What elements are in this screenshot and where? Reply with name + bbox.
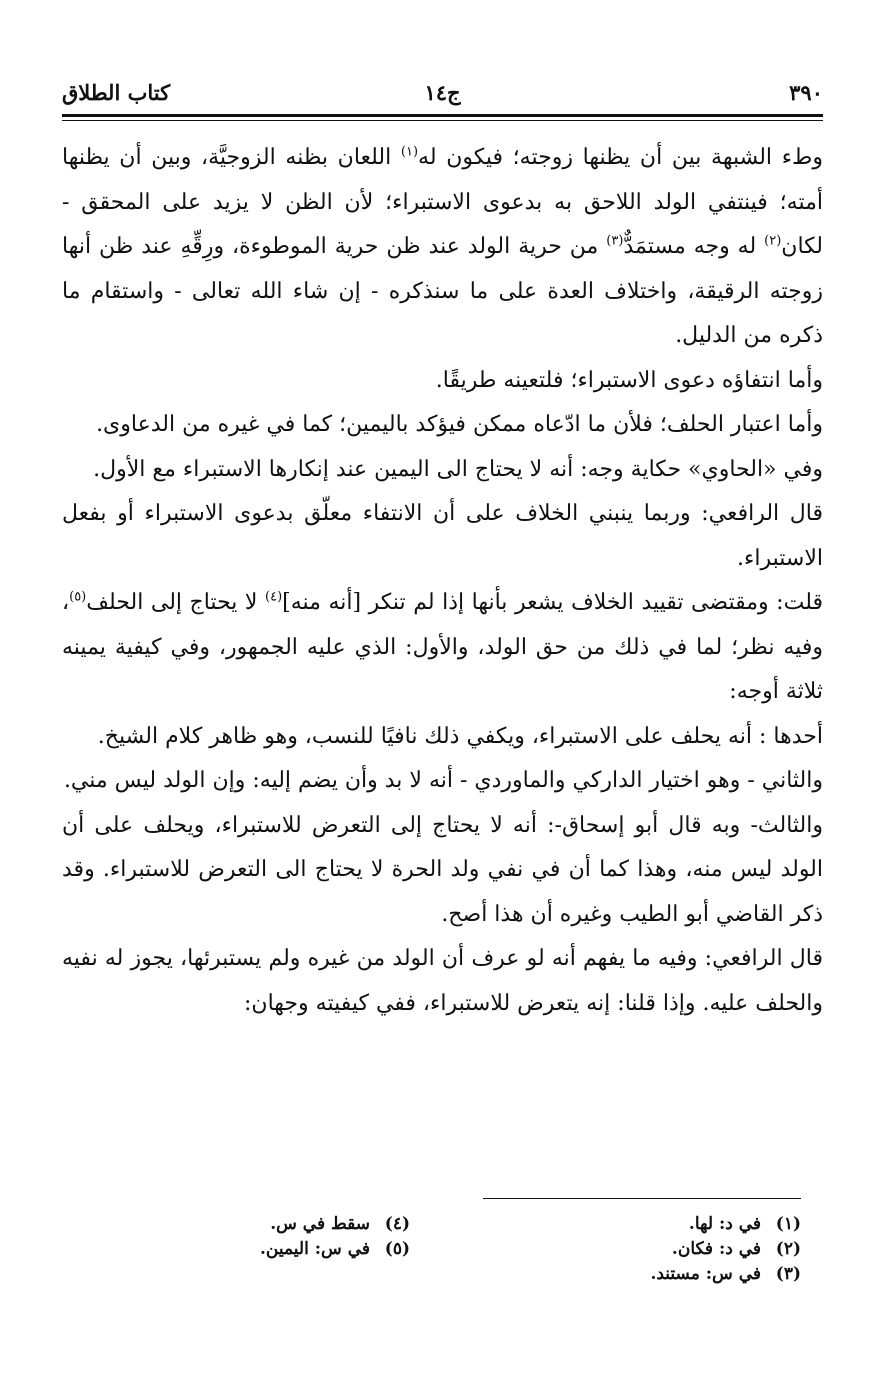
- page-number: ٣٩٠: [789, 79, 823, 105]
- volume-label: ج١٤: [424, 79, 461, 105]
- footnote-marker: (٥): [69, 589, 87, 605]
- paragraph: قال الرافعي: وربما ينبني الخلاف على أن الانتفاء معلّق بدعوى الاستبراء أو بفعل الاستبراء.: [62, 501, 823, 571]
- paragraph: وطء الشبهة بين أن يظنها زوجته؛ فيكون له$^{(١)}$ اللعان بظنه الزوجيَّة، وبين أن يظنها أمته؛ فينتفي الولد اللاحق به بدعوى الاستبراء؛ لأن الظن لا يزيد على المحقق - لكان$^{(٢)}$ له وجه مستمَدٌّ$^{(٣)}$ من حرية الولد عند ظن حرية الموطوءة، ورِقِّهِ عند ظن أنها زوجته الرقيقة، واختلاف العدة على ما سنذكره - إن شاء الله تعالى - واستقام ما ذكره من الدليل.: [62, 144, 824, 348]
- paragraph: قلت: ومقتضى تقييد الخلاف يشعر بأنها إذا لم تنكر [أنه منه]$^{(٤)}$ لا يحتاج إلى الحلف$^{(٥)}$، وفيه نظر؛ لما في ذلك من حق الولد، والأول: الذي عليه الجمهور، وفي كيفية يمينه ثلاثة أوجه:: [62, 589, 823, 704]
- paragraph: أحدها : أنه يحلف على الاستبراء، ويكفي ذلك نافيًا للنسب، وهو ظاهر كلام الشيخ.: [97, 723, 823, 749]
- footnote-marker: (١): [400, 144, 419, 160]
- footnotes-left-column: [150, 1212, 410, 1287]
- paragraph: والثالث- وبه قال أبو إسحاق-: أنه لا يحتاج إلى التعرض للاستبراء، ويحلف على أن الولد ليس منه، وهذا كما أن في نفي ولد الحرة لا يحتاج الى التعرض للاستبراء. وقد ذكر القاضي أبو الطيب وغيره أن هذا أصح.: [62, 812, 823, 927]
- paragraph: قال الرافعي: وفيه ما يفهم أنه لو عرف أن الولد من غيره ولم يستبرئها، يجوز له نفيه والحلف عليه. وإذا قلنا: إنه يتعرض للاستبراء، ففي كيفيته وجهان:: [62, 946, 823, 1016]
- footnote-item: (٢) في د: فكان.: [671, 1239, 801, 1259]
- footnotes-right-column: [541, 1212, 801, 1287]
- header-rule-thin: [62, 120, 823, 121]
- footnote-item: (٥) في س: اليمين.: [259, 1239, 410, 1259]
- paragraph: والثاني - وهو اختيار الداركي والماوردي - أنه لا بد وأن يضم إليه: وإن الولد ليس مني.: [63, 768, 823, 793]
- footnote-item: (١) في د: لها.: [688, 1214, 801, 1234]
- footnote-item: (٤) سقط في س.: [270, 1214, 410, 1234]
- footnote-marker: (٣): [606, 233, 624, 249]
- paragraph: وأما اعتبار الحلف؛ فلأن ما ادّعاه ممكن فيؤكد باليمين؛ كما في غيره من الدعاوى.: [96, 412, 823, 437]
- header-rule-thick: [62, 114, 823, 117]
- book-title: كتاب الطلاق: [62, 79, 171, 105]
- footnote-item: (٣) في س: مستند.: [650, 1264, 801, 1284]
- footnote-separator: [483, 1198, 801, 1199]
- paragraph: وفي «الحاوي» حكاية وجه: أنه لا يحتاج الى اليمين عند إنكارها الاستبراء مع الأول.: [93, 456, 823, 482]
- footnotes: [150, 1212, 801, 1287]
- footnote-marker: (٤): [265, 589, 283, 605]
- footnote-marker: (٢): [764, 233, 782, 249]
- page-header: [62, 74, 823, 110]
- paragraph: وأما انتفاؤه دعوى الاستبراء؛ فلتعينه طريقًا.: [435, 367, 823, 393]
- main-text: [62, 136, 823, 1026]
